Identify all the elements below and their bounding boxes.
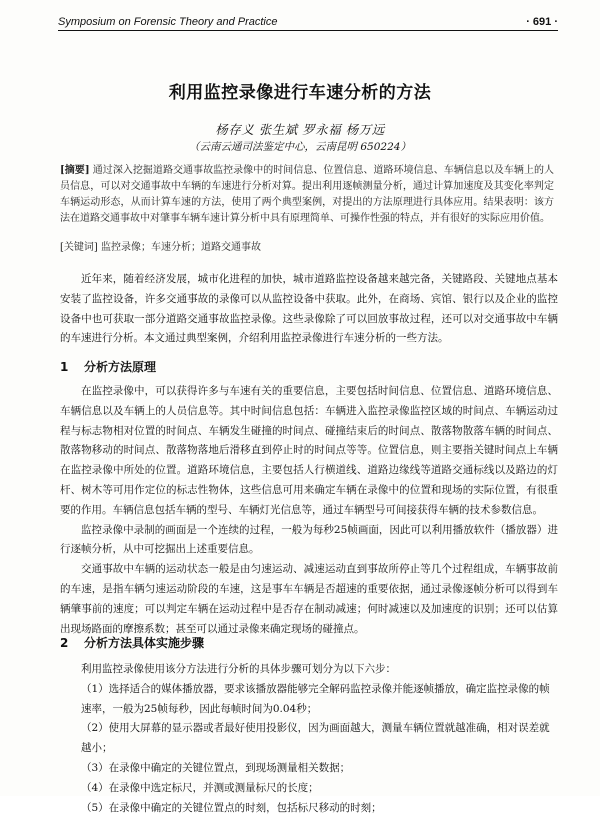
- intro-paragraph-block: [60, 270, 558, 349]
- page-number: · 691 ·: [526, 16, 558, 28]
- abstract-text: 通过深入挖掘道路交通事故监控录像中的时间信息、位置信息、道路环境信息、车辆信息以及车辆上的人员信息，可以对交通事故中车辆的车速进行分析对算。提出利用逐帧测量分析，通过计算加速度及其变化率判定车辆运动形态，从而计算车速的方法，使用了两个典型案例，对提出的方法原理进行具体应用。结果表明：该方法在道路交通事故中对肇事车辆车速计算分析中具有原理简单、可操作性强的特点，并有很好的实际应用价值。: [60, 165, 554, 224]
- section-2-heading: [60, 634, 204, 651]
- keywords-text: 监控录像；车速分析；道路交通事故: [101, 242, 261, 253]
- section-2-intro: 利用监控录像使用该分方法进行分析的具体步骤可划分为以下六步：: [81, 663, 396, 675]
- step-item: （3）在录像中确定的关键位置点，到现场测量相关数据；: [81, 761, 351, 774]
- step-item: （1）选择适合的媒体播放器，要求该播放器能够完全解码监控录像并能逐帧播放，确定监控录像的帧速率，一般为25帧每秒，因此每帧时间为0.04秒；: [81, 682, 550, 715]
- affiliation: （云南云通司法鉴定中心，云南昆明 650224）: [189, 141, 411, 153]
- intro-paragraph: 近年来，随着经济发展，城市化进程的加快，城市道路监控设备越来越完备，关键路段、关键地点基本安装了监控设备，许多交通事故的录像可以从监控设备中获取。此外，在商场、宾馆、银行以及企业的监控设备中也可获取一部分道路交通事故监控录像。这些录像除了可以回放事故过程，还可以对交通事故中车辆的车速进行分析。本文通过典型案例，介绍利用监控录像进行车速分析的一些方法。: [60, 273, 558, 345]
- section-2-body: [60, 660, 558, 818]
- section-2-title: 分析方法具体实施步骤: [84, 636, 205, 650]
- paper-title: 利用监控录像进行车速分析的方法: [168, 83, 432, 103]
- journal-name: Symposium on Forensic Theory and Practice: [58, 16, 278, 28]
- section-1-paragraph: 监控录像中录制的画面是一个连续的过程，一般为每秒25帧画面，因此可以利用播放软件（播放器）进行逐帧分析，从中可挖掘出上述重要信息。: [60, 523, 558, 556]
- section-2-number: 2: [60, 636, 69, 650]
- step-item: （2）使用大屏幕的显示器或者最好使用投影仪，因为画面越大，测量车辆位置就越准确，相对误差就越小；: [81, 722, 550, 755]
- step-item: （4）在录像中选定标尺，并测或测量标尺的长度；: [81, 781, 319, 794]
- section-1-body: [60, 382, 558, 639]
- keywords: [60, 240, 554, 256]
- step-item: （5）在录像中确定的关键位置点的时刻，包括标尺移动的时刻；: [81, 801, 382, 814]
- section-1-paragraph: 在监控录像中，可以获得许多与车速有关的重要信息，主要包括时间信息、位置信息、道路环境信息、车辆信息以及车辆上的人员信息等。其中时间信息包括：车辆进入监控录像监控区域的时间点、车辆运动过程与标志物相对位置的时间点、车辆发生碰撞的时间点、碰撞结束后的时间点、散落物散落车辆的时间点、散落物移动的时间点、散落物落地后滑移直到停止时的时间点等等。位置信息，则主要指关键时间点上车辆在监控录像中所处的位置。道路环境信息，主要包括人行横道线、道路边缘线等道路交通标线以及路边的灯杆、树木等可用作定位的标志性物体，这些信息可用来确定车辆在录像中的位置和现场的实际位置，有很重要的作用。车辆信息包括车辆的型号、车辆灯光信息等，通过车辆型号可间接获得车辆的技术参数信息。: [60, 385, 558, 516]
- abstract-tag: [摘要]: [60, 165, 90, 176]
- authors: 杨存义 张生斌 罗永福 杨万远: [215, 122, 385, 137]
- running-header: [58, 12, 558, 28]
- section-1-paragraph: 交通事故中车辆的运动状态一般是由匀速运动、减速运动直到事故所停止等几个过程组成，车辆事故前的车速，是指车辆匀速运动阶段的车速，这是事车车辆是否超速的重要依据，通过录像逐帧分析可以得到车辆肇事前的速度；可以判定车辆在运动过程中是否存在制动减速；何时减速以及加速度的识别；还可以估算出现场路面的摩擦系数；甚至可以通过录像来确定现场的碰撞点。: [60, 563, 558, 635]
- section-1-number: 1: [60, 360, 69, 374]
- section-1-title: 分析方法原理: [84, 360, 157, 374]
- header-rule: [58, 30, 558, 31]
- section-1-heading: [60, 358, 156, 375]
- abstract: [60, 163, 554, 227]
- keywords-tag: [关键词]: [60, 242, 98, 253]
